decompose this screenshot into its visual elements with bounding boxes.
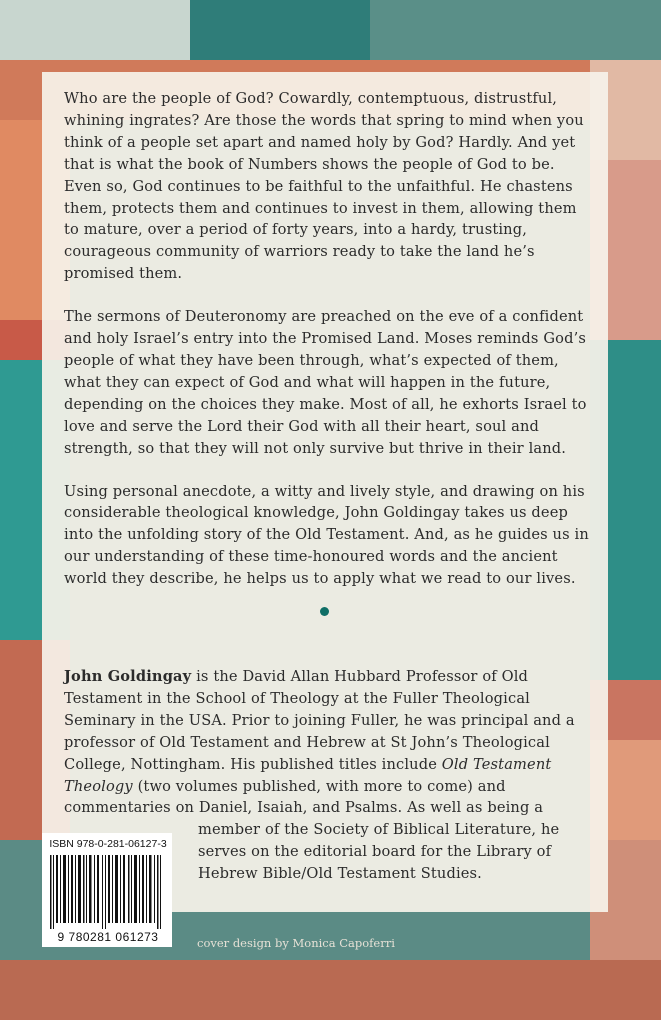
bio-line: Hebrew Bible/Old Testament Studies. xyxy=(198,865,482,883)
bio-text xyxy=(64,666,594,819)
description-paragraph-2: The sermons of Deuteronomy are preached on the eve of a confident and holy Israel’s entry into the Promised Land. Moses reminds God’s people of what they have been through, what’s expected of them, what they can expect of God and what will happen in the future, depending on the choices they make. Most of all, he exhorts Israel to love and serve the Lord their God with all their heart, soul and strength, so that they will not only survive but thrive in their land. xyxy=(64,308,587,457)
bio-line: member of the Society of Biblical Literature, he xyxy=(198,821,560,839)
bio-part-1: is the David Allan Hubbard Professor of Old Testament in the School of Theology at the Fuller Theological Seminary in the USA. Prior to joining Fuller, he was principal and a professor of Old Testament and Hebrew at St John’s Theological College, Nottingham. His published titles include xyxy=(64,668,575,773)
barcode xyxy=(42,833,172,947)
book-title: Old Testament Theology xyxy=(64,755,552,795)
barcode-number: 9 780281 061273 xyxy=(57,930,159,944)
cover-credit: cover design by Monica Capoferri xyxy=(197,936,395,950)
bio-part-2: (two volumes published, with more to come) and commentaries on Daniel, Isaiah, and Psalms. As well as being a xyxy=(64,777,544,817)
author-name: John Goldingay xyxy=(64,668,192,685)
isbn-label: ISBN 978-0-281-06127-3 xyxy=(49,838,167,850)
separator-dot xyxy=(320,607,329,616)
barcode-bars xyxy=(50,855,164,929)
description xyxy=(64,88,594,643)
bio-line: serves on the editorial board for the Library of xyxy=(198,843,552,861)
description-paragraph-3: Using personal anecdote, a witty and lively style, and drawing on his considerable theological knowledge, John Goldingay takes us deep into the unfolding story of the Old Testament. And, as he guides us in our understanding of these time-honoured words and the ancient world they describe, he helps us to apply what we read to our lives. xyxy=(64,482,589,588)
description-paragraph-1: Who are the people of God? Cowardly, contemptuous, distrustful, whining ingrates? Are those the words that spring to mind when you think of a people set apart and named holy by God? Hardly. And yet that is what the book of Numbers shows the people of God to be. Even so, God continues to be faithful to the unfaithful. He chastens them, protects them and continues to invest in them, allowing them to mature, over a period of forty years, into a hardy, trusting, courageous community of warriors ready to take the land he’s promised them. xyxy=(64,90,584,283)
